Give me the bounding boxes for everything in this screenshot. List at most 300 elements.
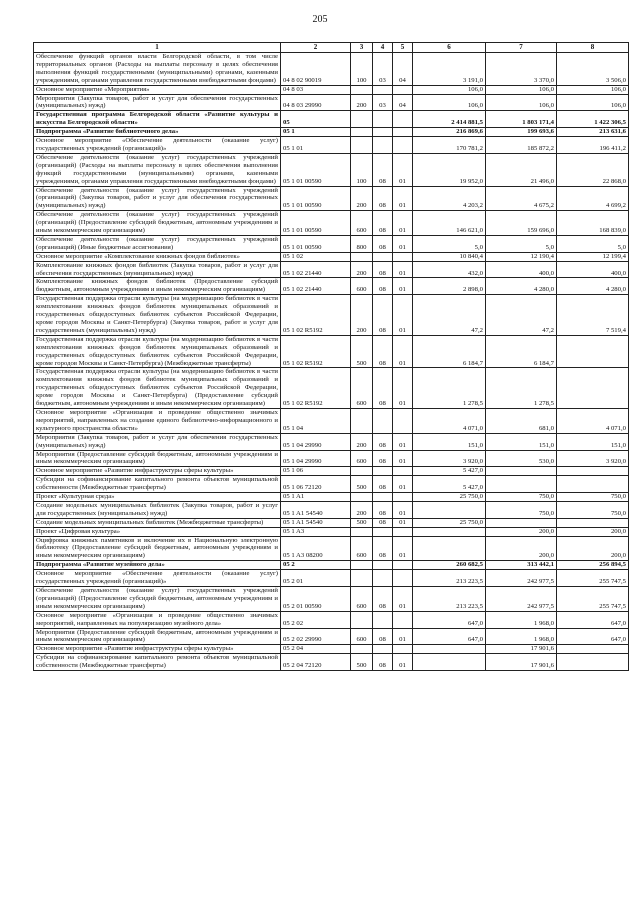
row-amount-col6: 4 203,2 [413, 186, 486, 211]
row-section: 08 [373, 501, 393, 518]
row-name: Подпрограмма «Развитие музейного дела» [34, 561, 281, 570]
row-expense-type [351, 252, 373, 261]
row-section [373, 408, 393, 433]
row-subsection: 01 [393, 211, 413, 236]
row-amount-col8: 5,0 [557, 235, 629, 252]
row-amount-col7 [486, 518, 557, 527]
row-name: Государственная поддержка отрасли культуры (на модернизацию библиотек в части комплектования книжных фондов библиотек муниципальных образований и государственных общедоступных библиотек субъектов Российской Федерации, кроме городов Москвы и Санкт-Петербурга) (Межбюджетные трансферты) [34, 335, 281, 368]
row-amount-col7: 750,0 [486, 493, 557, 502]
row-amount-col7: 242 977,5 [486, 587, 557, 612]
row-amount-col8: 4 071,0 [557, 408, 629, 433]
row-amount-col6: 4 071,0 [413, 408, 486, 433]
row-amount-col8 [557, 368, 629, 409]
row-expense-type: 500 [351, 654, 373, 671]
row-amount-col6: 2 898,0 [413, 278, 486, 295]
row-amount-col6: 106,0 [413, 85, 486, 94]
table-row [34, 408, 629, 433]
row-subsection [393, 137, 413, 154]
row-subsection [393, 467, 413, 476]
row-name: Комплектование книжных фондов библиотек (Предоставление субсидий бюджетным, автономным учреждениям и иным некоммерческим организациям) [34, 278, 281, 295]
row-subsection [393, 645, 413, 654]
row-section: 08 [373, 518, 393, 527]
row-subsection [393, 85, 413, 94]
row-amount-col6: 260 682,5 [413, 561, 486, 570]
row-subsection: 01 [393, 295, 413, 336]
row-subsection [393, 611, 413, 628]
row-name: Обеспечение функций органов власти Белгородской области, в том числе территориальных органов (Расходы на выплаты персоналу в целях обеспечения выполнения функций государственными (муниципальными) органами, казенными учреждениями, органами управления государственными внебюджетными фондами) [34, 53, 281, 86]
row-amount-col6: 25 750,0 [413, 493, 486, 502]
table-row [34, 628, 629, 645]
row-section: 08 [373, 368, 393, 409]
row-name: Основное мероприятие «Организация и проведение общественно значимых мероприятий, направленных на создание единого библиотечно-информационного и культурного пространства области» [34, 408, 281, 433]
row-amount-col8: 7 519,4 [557, 295, 629, 336]
row-expense-type [351, 527, 373, 536]
row-amount-col8: 22 868,0 [557, 153, 629, 186]
row-amount-col7: 151,0 [486, 433, 557, 450]
row-amount-col7: 17 901,6 [486, 654, 557, 671]
row-amount-col7: 1 968,0 [486, 611, 557, 628]
row-amount-col6 [413, 527, 486, 536]
row-amount-col6 [413, 536, 486, 561]
row-expense-type: 100 [351, 53, 373, 86]
row-amount-col8 [557, 654, 629, 671]
header-row [34, 43, 629, 53]
row-expense-type [351, 467, 373, 476]
row-amount-col6: 432,0 [413, 261, 486, 278]
row-subsection: 01 [393, 368, 413, 409]
table-row [34, 153, 629, 186]
row-subsection: 04 [393, 94, 413, 111]
row-section: 08 [373, 433, 393, 450]
row-amount-col7: 200,0 [486, 536, 557, 561]
row-amount-col6: 3 920,0 [413, 450, 486, 467]
row-amount-col8: 196 411,2 [557, 137, 629, 154]
row-expense-type: 100 [351, 153, 373, 186]
row-code: 05 1 06 72120 [281, 476, 351, 493]
row-subsection: 01 [393, 654, 413, 671]
row-amount-col7: 12 190,4 [486, 252, 557, 261]
row-subsection: 01 [393, 518, 413, 527]
table-row [34, 53, 629, 86]
row-expense-type: 200 [351, 501, 373, 518]
row-section: 03 [373, 53, 393, 86]
row-subsection [393, 408, 413, 433]
row-name: Обеспечение деятельности (оказание услуг) государственных учреждений (организаций) (Иные бюджетные ассигнования) [34, 235, 281, 252]
row-amount-col8 [557, 476, 629, 493]
row-amount-col7: 106,0 [486, 85, 557, 94]
row-section: 08 [373, 536, 393, 561]
page-number: 205 [312, 14, 328, 25]
table-row [34, 137, 629, 154]
row-amount-col8: 213 631,6 [557, 128, 629, 137]
row-amount-col6: 5 427,0 [413, 476, 486, 493]
row-amount-col8: 200,0 [557, 527, 629, 536]
row-subsection: 04 [393, 53, 413, 86]
row-amount-col7: 681,0 [486, 408, 557, 433]
row-code: 04 8 03 29990 [281, 94, 351, 111]
row-amount-col7: 242 977,5 [486, 570, 557, 587]
row-amount-col8 [557, 518, 629, 527]
row-amount-col7: 400,0 [486, 261, 557, 278]
table-row [34, 561, 629, 570]
row-amount-col6 [413, 654, 486, 671]
row-subsection [393, 111, 413, 128]
table-row [34, 476, 629, 493]
row-code: 05 [281, 111, 351, 128]
row-name: Государственная поддержка отрасли культуры (на модернизацию библиотек в части комплектования книжных фондов библиотек муниципальных образований и государственных общедоступных библиотек субъектов Российской Федерации, кроме городов Москвы и Санкт-Петербурга) (Закупка товаров, работ и услуг для государственных (муниципальных) нужд) [34, 295, 281, 336]
row-code: 05 1 [281, 128, 351, 137]
row-subsection: 01 [393, 278, 413, 295]
row-code: 05 1 A1 [281, 493, 351, 502]
table-row [34, 261, 629, 278]
row-code: 05 1 06 [281, 467, 351, 476]
row-name: Мероприятия (Закупка товаров, работ и услуг для обеспечения государственных (муниципальных) нужд) [34, 433, 281, 450]
row-code: 05 1 04 29990 [281, 450, 351, 467]
row-name: Создание модельных муниципальных библиотек (Межбюджетные трансферты) [34, 518, 281, 527]
row-expense-type: 600 [351, 587, 373, 612]
column-header: 7 [486, 43, 557, 53]
row-name: Основное мероприятие «Обеспечение деятельности (оказание услуг) государственных учреждений (организаций)» [34, 137, 281, 154]
row-amount-col7: 1 803 171,4 [486, 111, 557, 128]
row-name: Основное мероприятие «Комплектование книжных фондов библиотек» [34, 252, 281, 261]
row-expense-type: 500 [351, 335, 373, 368]
row-code: 05 2 04 72120 [281, 654, 351, 671]
row-code: 05 1 02 R5192 [281, 295, 351, 336]
row-section: 08 [373, 235, 393, 252]
row-amount-col8 [557, 335, 629, 368]
row-expense-type: 500 [351, 476, 373, 493]
row-code: 05 1 A3 08200 [281, 536, 351, 561]
row-amount-col8: 750,0 [557, 493, 629, 502]
table-row [34, 235, 629, 252]
row-amount-col6: 3 191,0 [413, 53, 486, 86]
row-name: Основное мероприятие «Развитие инфраструктуры сферы культуры» [34, 645, 281, 654]
row-name: Обеспечение деятельности (оказание услуг) государственных учреждений (организаций) (Предоставление субсидий бюджетным, автономным учреждениям и иным некоммерческим организациям) [34, 587, 281, 612]
table-row [34, 467, 629, 476]
row-amount-col7: 21 496,0 [486, 153, 557, 186]
table-row [34, 85, 629, 94]
row-amount-col7: 6 184,7 [486, 335, 557, 368]
row-amount-col8: 168 839,0 [557, 211, 629, 236]
row-expense-type [351, 493, 373, 502]
row-subsection: 01 [393, 587, 413, 612]
row-name: Государственная поддержка отрасли культуры (на модернизацию библиотек в части комплектования книжных фондов библиотек муниципальных образований и государственных общедоступных библиотек субъектов Российской Федерации, кроме городов Москвы и Санкт-Петербурга) (Предоставление субсидий бюджетным, автономным учреждениям и иным некоммерческим организациям) [34, 368, 281, 409]
row-section [373, 570, 393, 587]
row-amount-col7: 530,0 [486, 450, 557, 467]
row-code: 05 2 04 [281, 645, 351, 654]
row-subsection: 01 [393, 536, 413, 561]
row-amount-col7: 750,0 [486, 501, 557, 518]
row-expense-type [351, 111, 373, 128]
row-expense-type: 800 [351, 235, 373, 252]
row-name: Основное мероприятие «Мероприятия» [34, 85, 281, 94]
row-section: 08 [373, 476, 393, 493]
row-name: Обеспечение деятельности (оказание услуг) государственных учреждений (организаций) (Предоставление субсидий бюджетным, автономным учреждениям и иным некоммерческим организациям) [34, 211, 281, 236]
table-row [34, 450, 629, 467]
row-section [373, 611, 393, 628]
row-subsection: 01 [393, 450, 413, 467]
row-code: 05 2 [281, 561, 351, 570]
row-amount-col6: 19 952,0 [413, 153, 486, 186]
row-amount-col7: 106,0 [486, 94, 557, 111]
row-section [373, 561, 393, 570]
table-row [34, 295, 629, 336]
row-amount-col6: 647,0 [413, 628, 486, 645]
row-section [373, 85, 393, 94]
table-row [34, 186, 629, 211]
row-code: 05 1 02 [281, 252, 351, 261]
row-amount-col7: 5,0 [486, 235, 557, 252]
table-row [34, 493, 629, 502]
row-name: Проект «Культурная среда» [34, 493, 281, 502]
row-name: Государственная программа Белгородской области «Развитие культуры и искусства Белгородской области» [34, 111, 281, 128]
column-header: 5 [393, 43, 413, 53]
row-amount-col8: 4 699,2 [557, 186, 629, 211]
row-subsection: 01 [393, 235, 413, 252]
table-row [34, 94, 629, 111]
budget-table [33, 42, 629, 671]
row-amount-col8: 12 199,4 [557, 252, 629, 261]
row-amount-col8: 750,0 [557, 501, 629, 518]
row-expense-type: 600 [351, 450, 373, 467]
row-expense-type: 600 [351, 278, 373, 295]
row-amount-col6: 213 223,5 [413, 570, 486, 587]
row-subsection: 01 [393, 476, 413, 493]
row-expense-type: 500 [351, 518, 373, 527]
row-expense-type: 200 [351, 94, 373, 111]
column-header: 1 [34, 43, 281, 53]
row-name: Проект «Цифровая культура» [34, 527, 281, 536]
row-subsection [393, 493, 413, 502]
row-section: 08 [373, 654, 393, 671]
row-amount-col8: 647,0 [557, 611, 629, 628]
row-amount-col7: 4 675,2 [486, 186, 557, 211]
row-amount-col8: 106,0 [557, 85, 629, 94]
row-section [373, 111, 393, 128]
row-amount-col6 [413, 645, 486, 654]
row-amount-col6: 216 869,6 [413, 128, 486, 137]
row-code: 05 1 A3 [281, 527, 351, 536]
row-section [373, 467, 393, 476]
column-header: 3 [351, 43, 373, 53]
row-amount-col6: 10 840,4 [413, 252, 486, 261]
row-code: 05 2 01 [281, 570, 351, 587]
row-amount-col8: 647,0 [557, 628, 629, 645]
row-name: Подпрограмма «Развитие библиотечного дела» [34, 128, 281, 137]
row-subsection [393, 561, 413, 570]
row-section [373, 137, 393, 154]
row-amount-col8: 255 747,5 [557, 587, 629, 612]
row-amount-col8: 255 747,5 [557, 570, 629, 587]
row-section [373, 252, 393, 261]
table-row [34, 527, 629, 536]
row-amount-col6: 213 223,5 [413, 587, 486, 612]
row-code: 05 2 01 00590 [281, 587, 351, 612]
row-expense-type [351, 611, 373, 628]
row-expense-type: 600 [351, 368, 373, 409]
row-amount-col7: 17 901,6 [486, 645, 557, 654]
row-section [373, 128, 393, 137]
row-amount-col6 [413, 501, 486, 518]
row-subsection [393, 128, 413, 137]
row-amount-col6: 151,0 [413, 433, 486, 450]
row-amount-col6: 647,0 [413, 611, 486, 628]
row-amount-col6: 25 750,0 [413, 518, 486, 527]
row-subsection [393, 570, 413, 587]
row-amount-col7: 1 968,0 [486, 628, 557, 645]
row-name: Комплектование книжных фондов библиотек (Закупка товаров, работ и услуг для обеспечения государственных (муниципальных) нужд) [34, 261, 281, 278]
row-code: 05 2 02 [281, 611, 351, 628]
row-expense-type [351, 408, 373, 433]
row-subsection: 01 [393, 186, 413, 211]
row-expense-type: 600 [351, 536, 373, 561]
row-amount-col8: 151,0 [557, 433, 629, 450]
row-amount-col7: 47,2 [486, 295, 557, 336]
row-code: 05 1 02 R5192 [281, 368, 351, 409]
row-expense-type: 200 [351, 186, 373, 211]
row-subsection: 01 [393, 261, 413, 278]
row-section: 08 [373, 211, 393, 236]
row-section: 08 [373, 450, 393, 467]
row-code: 05 1 01 00590 [281, 211, 351, 236]
row-amount-col6: 106,0 [413, 94, 486, 111]
row-name: Субсидии на софинансирование капитального ремонта объектов муниципальной собственности (Межбюджетные трансферты) [34, 476, 281, 493]
row-expense-type [351, 561, 373, 570]
row-amount-col7: 1 278,5 [486, 368, 557, 409]
table-row [34, 252, 629, 261]
row-subsection [393, 252, 413, 261]
row-subsection: 01 [393, 628, 413, 645]
row-amount-col6: 2 414 881,5 [413, 111, 486, 128]
row-amount-col8: 4 280,0 [557, 278, 629, 295]
column-header: 8 [557, 43, 629, 53]
row-code: 05 1 04 [281, 408, 351, 433]
row-section: 08 [373, 335, 393, 368]
row-code: 05 1 01 00590 [281, 235, 351, 252]
row-amount-col7: 3 370,0 [486, 53, 557, 86]
row-subsection: 01 [393, 335, 413, 368]
row-expense-type [351, 570, 373, 587]
row-section: 03 [373, 94, 393, 111]
row-amount-col7: 159 696,0 [486, 211, 557, 236]
row-section: 08 [373, 295, 393, 336]
row-amount-col6: 47,2 [413, 295, 486, 336]
row-amount-col8: 3 920,0 [557, 450, 629, 467]
table-row [34, 536, 629, 561]
table-row [34, 433, 629, 450]
row-name: Основное мероприятие «Обеспечение деятельности (оказание услуг) государственных учреждений (организаций)» [34, 570, 281, 587]
table-row [34, 570, 629, 587]
row-amount-col6: 170 781,2 [413, 137, 486, 154]
row-code: 05 2 02 29990 [281, 628, 351, 645]
row-section: 08 [373, 278, 393, 295]
row-section: 08 [373, 628, 393, 645]
row-code: 05 1 01 [281, 137, 351, 154]
row-amount-col8: 1 422 306,5 [557, 111, 629, 128]
row-expense-type [351, 137, 373, 154]
row-section [373, 645, 393, 654]
row-code: 05 1 A1 54540 [281, 518, 351, 527]
table-row [34, 111, 629, 128]
table-row [34, 654, 629, 671]
row-amount-col6: 146 621,0 [413, 211, 486, 236]
row-amount-col7: 200,0 [486, 527, 557, 536]
row-expense-type: 200 [351, 433, 373, 450]
row-amount-col7 [486, 467, 557, 476]
row-subsection [393, 527, 413, 536]
row-amount-col7 [486, 476, 557, 493]
row-amount-col7: 4 280,0 [486, 278, 557, 295]
row-expense-type [351, 645, 373, 654]
row-expense-type [351, 85, 373, 94]
row-code: 04 8 02 90019 [281, 53, 351, 86]
row-expense-type [351, 128, 373, 137]
row-subsection: 01 [393, 501, 413, 518]
row-section: 08 [373, 153, 393, 186]
row-amount-col6: 1 278,5 [413, 368, 486, 409]
row-amount-col7: 185 872,2 [486, 137, 557, 154]
row-code: 05 1 02 R5192 [281, 335, 351, 368]
row-code: 05 1 04 29990 [281, 433, 351, 450]
table-row [34, 611, 629, 628]
row-section: 08 [373, 261, 393, 278]
row-amount-col8: 200,0 [557, 536, 629, 561]
row-amount-col6: 6 184,7 [413, 335, 486, 368]
row-amount-col8 [557, 645, 629, 654]
column-header: 6 [413, 43, 486, 53]
row-code: 05 1 A1 54540 [281, 501, 351, 518]
column-header: 2 [281, 43, 351, 53]
row-section: 08 [373, 587, 393, 612]
row-name: Мероприятия (Предоставление субсидий бюджетным, автономным учреждениям и иным некоммерческим организациям) [34, 450, 281, 467]
row-expense-type: 200 [351, 295, 373, 336]
table-row [34, 278, 629, 295]
row-code: 05 1 02 21440 [281, 261, 351, 278]
row-section [373, 493, 393, 502]
row-name: Обеспечение деятельности (оказание услуг) государственных учреждений (организаций) (Закупка товаров, работ и услуг для обеспечения государственных (муниципальных) нужд) [34, 186, 281, 211]
row-name: Субсидии на софинансирование капитального ремонта объектов муниципальной собственности (Межбюджетные трансферты) [34, 654, 281, 671]
row-amount-col6: 5 427,0 [413, 467, 486, 476]
table-row [34, 368, 629, 409]
table-row [34, 645, 629, 654]
row-name: Мероприятия (Предоставление субсидий бюджетным, автономным учреждениям и иным некоммерческим организациям) [34, 628, 281, 645]
row-name: Оцифровка книжных памятников и включение их в Национальную электронную библиотеку (Предоставление субсидий бюджетным, автономным учреждениям и иным некоммерческим организациям) [34, 536, 281, 561]
row-name: Обеспечение деятельности (оказание услуг) государственных учреждений (организаций) (Расходы на выплаты персоналу в целях обеспечения выполнения функций государственными (муниципальными) органами, казенными учреждениями, органами управления государственными внебюджетными фондами) [34, 153, 281, 186]
row-expense-type: 600 [351, 211, 373, 236]
row-name: Основное мероприятие «Развитие инфраструктуры сферы культуры» [34, 467, 281, 476]
table-row [34, 335, 629, 368]
row-name: Создание модельных муниципальных библиотек (Закупка товаров, работ и услуг для государственных (муниципальных) нужд) [34, 501, 281, 518]
row-amount-col8: 3 506,0 [557, 53, 629, 86]
row-amount-col8: 106,0 [557, 94, 629, 111]
row-amount-col6: 5,0 [413, 235, 486, 252]
row-code: 04 8 03 [281, 85, 351, 94]
table-row [34, 501, 629, 518]
row-subsection: 01 [393, 153, 413, 186]
table-row [34, 518, 629, 527]
row-amount-col8: 400,0 [557, 261, 629, 278]
row-section [373, 527, 393, 536]
row-name: Основное мероприятие «Организация и проведение общественно значимых мероприятий, направленных на популяризацию музейного дела» [34, 611, 281, 628]
row-amount-col8 [557, 467, 629, 476]
row-amount-col7: 313 442,1 [486, 561, 557, 570]
table-row [34, 587, 629, 612]
row-subsection: 01 [393, 433, 413, 450]
row-expense-type: 600 [351, 628, 373, 645]
row-amount-col7: 199 693,6 [486, 128, 557, 137]
row-amount-col8: 256 894,5 [557, 561, 629, 570]
row-section: 08 [373, 186, 393, 211]
